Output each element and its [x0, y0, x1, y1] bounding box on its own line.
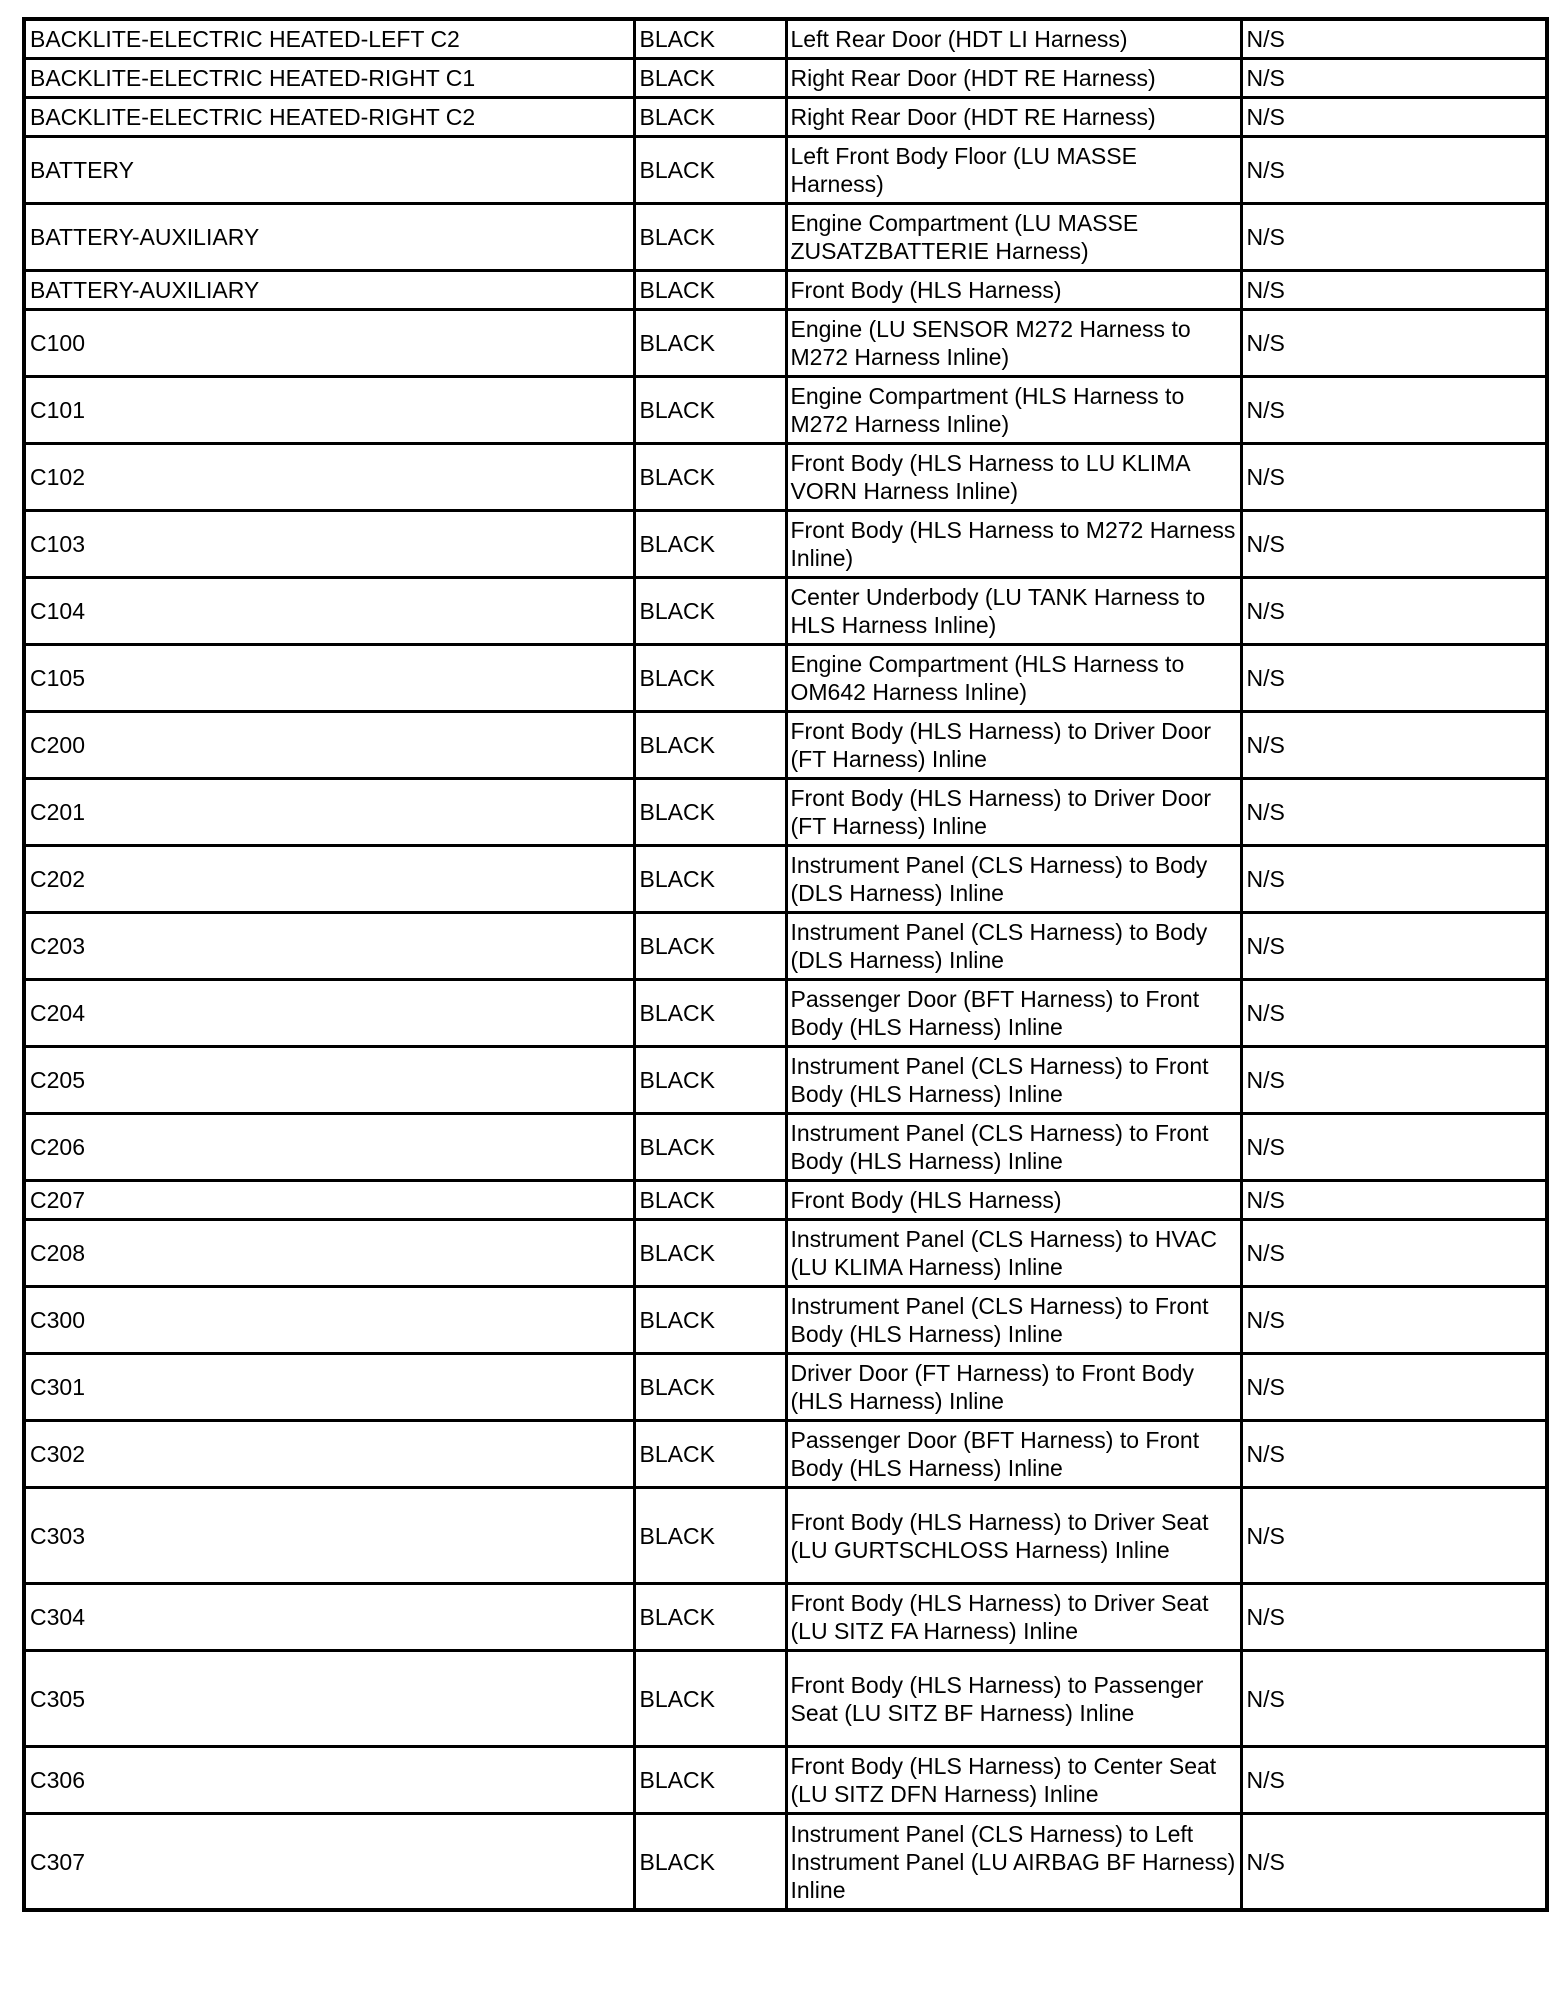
connector-name-cell: C301 [24, 1354, 634, 1421]
connector-name-cell: C306 [24, 1747, 634, 1814]
connector-note-cell: N/S [1241, 980, 1547, 1047]
connector-color-cell: BLACK [634, 1584, 786, 1651]
table-row [24, 846, 1547, 913]
table-row [24, 1114, 1547, 1181]
connector-color-cell: BLACK [634, 271, 786, 310]
connector-note-cell: N/S [1241, 98, 1547, 137]
connector-location-cell: Engine Compartment (HLS Harness to M272 Harness Inline) [786, 377, 1241, 444]
connector-note-cell: N/S [1241, 1488, 1547, 1584]
table-row [24, 511, 1547, 578]
connector-note-cell: N/S [1241, 310, 1547, 377]
connector-location-cell: Instrument Panel (CLS Harness) to Body (DLS Harness) Inline [786, 846, 1241, 913]
connector-location-cell: Right Rear Door (HDT RE Harness) [786, 98, 1241, 137]
connector-location-cell: Instrument Panel (CLS Harness) to Left Instrument Panel (LU AIRBAG BF Harness) Inline [786, 1814, 1241, 1911]
connector-location-cell: Passenger Door (BFT Harness) to Front Body (HLS Harness) Inline [786, 980, 1241, 1047]
connector-name-cell: C302 [24, 1421, 634, 1488]
connector-name-cell: BACKLITE-ELECTRIC HEATED-RIGHT C1 [24, 59, 634, 98]
connector-note-cell: N/S [1241, 779, 1547, 846]
connector-location-cell: Front Body (HLS Harness to M272 Harness Inline) [786, 511, 1241, 578]
table-row [24, 1747, 1547, 1814]
connector-note-cell: N/S [1241, 1114, 1547, 1181]
connector-location-cell: Front Body (HLS Harness to LU KLIMA VORN Harness Inline) [786, 444, 1241, 511]
connector-location-cell: Engine Compartment (LU MASSE ZUSATZBATTERIE Harness) [786, 204, 1241, 271]
connector-name-cell: BATTERY-AUXILIARY [24, 204, 634, 271]
connector-note-cell: N/S [1241, 846, 1547, 913]
connector-name-cell: C100 [24, 310, 634, 377]
table-row [24, 59, 1547, 98]
connector-note-cell: N/S [1241, 59, 1547, 98]
connector-name-cell: C103 [24, 511, 634, 578]
table-row [24, 137, 1547, 204]
table-row [24, 444, 1547, 511]
connector-color-cell: BLACK [634, 1421, 786, 1488]
connector-color-cell: BLACK [634, 59, 786, 98]
connector-color-cell: BLACK [634, 19, 786, 59]
connector-location-cell: Instrument Panel (CLS Harness) to Front Body (HLS Harness) Inline [786, 1287, 1241, 1354]
connector-note-cell: N/S [1241, 712, 1547, 779]
table-row [24, 779, 1547, 846]
connector-note-cell: N/S [1241, 1747, 1547, 1814]
connector-color-cell: BLACK [634, 204, 786, 271]
connector-location-cell: Left Front Body Floor (LU MASSE Harness) [786, 137, 1241, 204]
connector-color-cell: BLACK [634, 1181, 786, 1220]
connector-location-cell: Front Body (HLS Harness) to Passenger Seat (LU SITZ BF Harness) Inline [786, 1651, 1241, 1747]
connector-note-cell: N/S [1241, 204, 1547, 271]
connector-location-cell: Front Body (HLS Harness) to Driver Seat (LU GURTSCHLOSS Harness) Inline [786, 1488, 1241, 1584]
table-row [24, 271, 1547, 310]
connector-color-cell: BLACK [634, 310, 786, 377]
connector-name-cell: C204 [24, 980, 634, 1047]
connector-location-cell: Front Body (HLS Harness) to Driver Door (FT Harness) Inline [786, 779, 1241, 846]
connector-color-cell: BLACK [634, 1047, 786, 1114]
table-row [24, 377, 1547, 444]
connector-note-cell: N/S [1241, 377, 1547, 444]
connector-color-cell: BLACK [634, 980, 786, 1047]
connector-table-body [24, 19, 1547, 1910]
connector-note-cell: N/S [1241, 1584, 1547, 1651]
connector-location-cell: Engine Compartment (HLS Harness to OM642 Harness Inline) [786, 645, 1241, 712]
table-row [24, 1651, 1547, 1747]
connector-location-cell: Center Underbody (LU TANK Harness to HLS Harness Inline) [786, 578, 1241, 645]
connector-location-cell: Instrument Panel (CLS Harness) to HVAC (LU KLIMA Harness) Inline [786, 1220, 1241, 1287]
connector-color-cell: BLACK [634, 846, 786, 913]
connector-location-cell: Driver Door (FT Harness) to Front Body (HLS Harness) Inline [786, 1354, 1241, 1421]
table-row [24, 204, 1547, 271]
connector-note-cell: N/S [1241, 1651, 1547, 1747]
connector-name-cell: C307 [24, 1814, 634, 1911]
connector-note-cell: N/S [1241, 1814, 1547, 1911]
connector-color-cell: BLACK [634, 137, 786, 204]
connector-location-cell: Instrument Panel (CLS Harness) to Front Body (HLS Harness) Inline [786, 1114, 1241, 1181]
connector-name-cell: BATTERY-AUXILIARY [24, 271, 634, 310]
connector-note-cell: N/S [1241, 1181, 1547, 1220]
connector-location-cell: Instrument Panel (CLS Harness) to Front Body (HLS Harness) Inline [786, 1047, 1241, 1114]
connector-name-cell: BACKLITE-ELECTRIC HEATED-RIGHT C2 [24, 98, 634, 137]
connector-table [22, 17, 1549, 1912]
table-row [24, 1584, 1547, 1651]
connector-note-cell: N/S [1241, 137, 1547, 204]
connector-name-cell: C207 [24, 1181, 634, 1220]
connector-location-cell: Engine (LU SENSOR M272 Harness to M272 Harness Inline) [786, 310, 1241, 377]
connector-name-cell: C304 [24, 1584, 634, 1651]
table-row [24, 1181, 1547, 1220]
connector-note-cell: N/S [1241, 913, 1547, 980]
connector-color-cell: BLACK [634, 511, 786, 578]
connector-note-cell: N/S [1241, 1354, 1547, 1421]
connector-note-cell: N/S [1241, 1287, 1547, 1354]
connector-color-cell: BLACK [634, 712, 786, 779]
connector-color-cell: BLACK [634, 1488, 786, 1584]
connector-note-cell: N/S [1241, 511, 1547, 578]
connector-name-cell: C305 [24, 1651, 634, 1747]
connector-location-cell: Front Body (HLS Harness) to Center Seat (LU SITZ DFN Harness) Inline [786, 1747, 1241, 1814]
connector-location-cell: Passenger Door (BFT Harness) to Front Body (HLS Harness) Inline [786, 1421, 1241, 1488]
connector-color-cell: BLACK [634, 1651, 786, 1747]
connector-location-cell: Instrument Panel (CLS Harness) to Body (DLS Harness) Inline [786, 913, 1241, 980]
table-row [24, 1047, 1547, 1114]
table-row [24, 1421, 1547, 1488]
connector-color-cell: BLACK [634, 913, 786, 980]
table-row [24, 19, 1547, 59]
connector-note-cell: N/S [1241, 271, 1547, 310]
connector-name-cell: BATTERY [24, 137, 634, 204]
table-row [24, 645, 1547, 712]
connector-name-cell: C201 [24, 779, 634, 846]
connector-color-cell: BLACK [634, 1747, 786, 1814]
connector-note-cell: N/S [1241, 444, 1547, 511]
table-row [24, 578, 1547, 645]
connector-color-cell: BLACK [634, 98, 786, 137]
connector-note-cell: N/S [1241, 1220, 1547, 1287]
connector-name-cell: C203 [24, 913, 634, 980]
connector-color-cell: BLACK [634, 1814, 786, 1911]
connector-name-cell: C303 [24, 1488, 634, 1584]
connector-note-cell: N/S [1241, 19, 1547, 59]
table-row [24, 712, 1547, 779]
table-row [24, 98, 1547, 137]
connector-name-cell: C200 [24, 712, 634, 779]
connector-location-cell: Front Body (HLS Harness) [786, 1181, 1241, 1220]
table-row [24, 310, 1547, 377]
connector-location-cell: Front Body (HLS Harness) to Driver Door (FT Harness) Inline [786, 712, 1241, 779]
connector-name-cell: C206 [24, 1114, 634, 1181]
connector-color-cell: BLACK [634, 377, 786, 444]
connector-note-cell: N/S [1241, 578, 1547, 645]
connector-color-cell: BLACK [634, 1287, 786, 1354]
connector-name-cell: C205 [24, 1047, 634, 1114]
connector-name-cell: C104 [24, 578, 634, 645]
connector-location-cell: Right Rear Door (HDT RE Harness) [786, 59, 1241, 98]
connector-color-cell: BLACK [634, 645, 786, 712]
connector-name-cell: C105 [24, 645, 634, 712]
connector-name-cell: C300 [24, 1287, 634, 1354]
connector-color-cell: BLACK [634, 1114, 786, 1181]
table-row [24, 980, 1547, 1047]
connector-note-cell: N/S [1241, 1421, 1547, 1488]
connector-location-cell: Front Body (HLS Harness) to Driver Seat (LU SITZ FA Harness) Inline [786, 1584, 1241, 1651]
table-row [24, 1488, 1547, 1584]
table-row [24, 1814, 1547, 1911]
connector-note-cell: N/S [1241, 1047, 1547, 1114]
table-row [24, 1354, 1547, 1421]
connector-name-cell: C202 [24, 846, 634, 913]
connector-color-cell: BLACK [634, 779, 786, 846]
table-row [24, 1220, 1547, 1287]
table-row [24, 1287, 1547, 1354]
connector-name-cell: C208 [24, 1220, 634, 1287]
table-row [24, 913, 1547, 980]
connector-location-cell: Front Body (HLS Harness) [786, 271, 1241, 310]
connector-color-cell: BLACK [634, 1354, 786, 1421]
connector-name-cell: C101 [24, 377, 634, 444]
connector-color-cell: BLACK [634, 1220, 786, 1287]
connector-note-cell: N/S [1241, 645, 1547, 712]
connector-color-cell: BLACK [634, 578, 786, 645]
connector-name-cell: C102 [24, 444, 634, 511]
connector-color-cell: BLACK [634, 444, 786, 511]
connector-name-cell: BACKLITE-ELECTRIC HEATED-LEFT C2 [24, 19, 634, 59]
connector-location-cell: Left Rear Door (HDT LI Harness) [786, 19, 1241, 59]
